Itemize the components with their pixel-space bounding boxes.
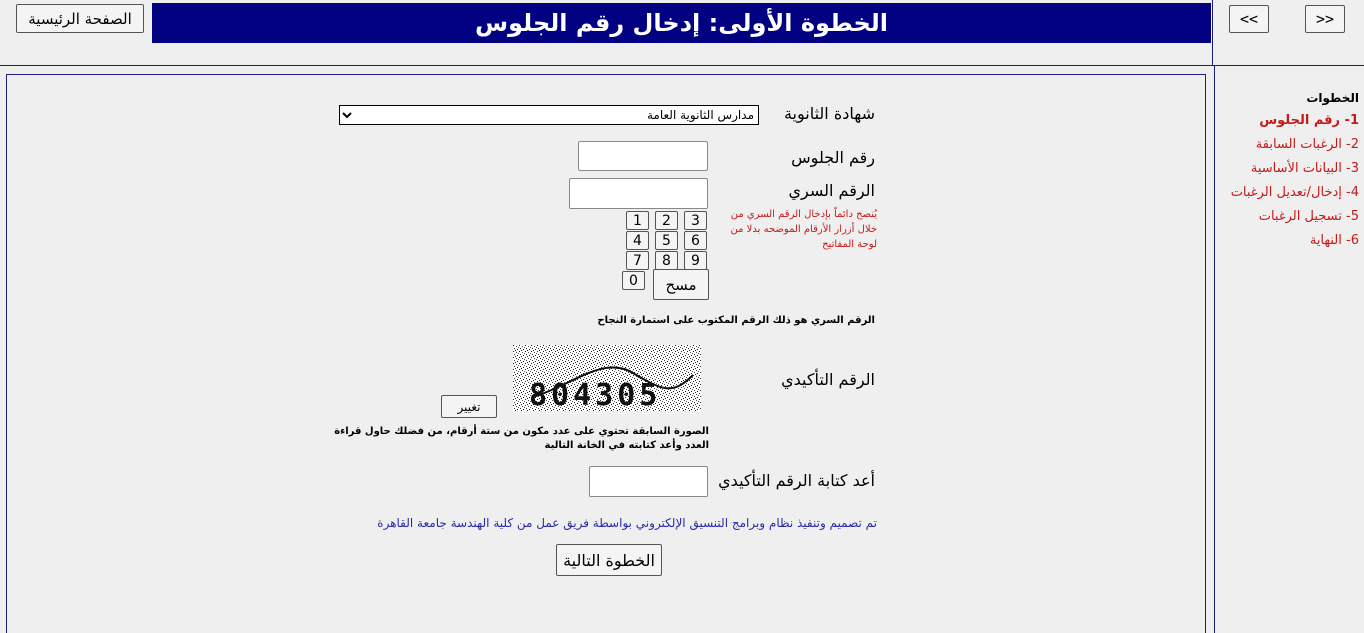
next-page-button[interactable]: >> [1305, 5, 1345, 33]
confirm-captcha-input[interactable] [589, 466, 708, 497]
captcha-label: الرقم التأكيدي [781, 370, 875, 389]
sidebar-item-finish[interactable]: 6- النهاية [1309, 233, 1359, 248]
certificate-label: شهادة الثانوية [783, 104, 875, 123]
sidebar-item-register-choices[interactable]: 5- تسجيل الرغبات [1258, 209, 1359, 224]
keypad-key-6[interactable]: 6 [684, 231, 707, 250]
certificate-select[interactable] [339, 105, 759, 125]
captcha-change-button[interactable]: تغيير [441, 395, 497, 418]
keypad-key-4[interactable]: 4 [626, 231, 649, 250]
seat-number-label: رقم الجلوس [791, 148, 875, 167]
seat-number-input[interactable] [578, 141, 708, 171]
home-button[interactable]: الصفحة الرئيسية [16, 4, 144, 33]
credit-text: تم تصميم وتنفيذ نظام وبرامج التنسيق الإلكتروني بواسطة فريق عمل من كلية الهندسة جامعة القاهرة [377, 516, 877, 530]
sidebar-item-basic-data[interactable]: 3- البيانات الأساسية [1250, 161, 1359, 176]
previous-step-button[interactable]: << [1229, 5, 1269, 33]
captcha-text: 804305 [529, 378, 662, 411]
steps-title: الخطوات [1306, 91, 1359, 105]
keypad-key-5[interactable]: 5 [655, 231, 678, 250]
confirm-captcha-label: أعد كتابة الرقم التأكيدي [718, 471, 875, 490]
clear-button[interactable]: مسح [653, 269, 709, 300]
secret-number-note: الرقم السري هو ذلك الرقم المكتوب على استمارة النجاح [597, 315, 875, 326]
main-form-panel [6, 74, 1206, 633]
secret-number-hint: يُنصح دائماً بإدخال الرقم السري من خلال أزرار الأرقام الموضحه بدلا من لوحة المفاتيح [730, 209, 877, 250]
captcha-note: الصورة السابقة تحتوي على عدد مكون من ستة أرقام، من فضلك حاول قراءة العدد وأعد كتابته في الخانة التالية [334, 426, 709, 451]
sidebar-item-edit-choices[interactable]: 4- إدخال/تعديل الرغبات [1230, 185, 1359, 200]
page-title: الخطوة الأولى: إدخال رقم الجلوس [152, 3, 1211, 43]
secret-number-input[interactable] [569, 178, 708, 209]
sidebar-item-seat-number[interactable]: 1- رقم الجلوس [1259, 113, 1359, 128]
header-divider [1212, 0, 1213, 66]
secret-number-label: الرقم السري [788, 181, 875, 200]
next-step-button[interactable]: الخطوة التالية [556, 544, 662, 576]
keypad-key-9[interactable]: 9 [684, 251, 707, 270]
keypad-key-1[interactable]: 1 [626, 211, 649, 230]
captcha-image [513, 345, 701, 411]
keypad-key-2[interactable]: 2 [655, 211, 678, 230]
top-bar [0, 0, 1364, 66]
keypad-key-8[interactable]: 8 [655, 251, 678, 270]
keypad-key-3[interactable]: 3 [684, 211, 707, 230]
sidebar-item-previous-choices[interactable]: 2- الرغبات السابقة [1255, 137, 1359, 152]
keypad-key-0[interactable]: 0 [622, 271, 645, 290]
steps-sidebar [1214, 66, 1364, 633]
keypad-key-7[interactable]: 7 [626, 251, 649, 270]
